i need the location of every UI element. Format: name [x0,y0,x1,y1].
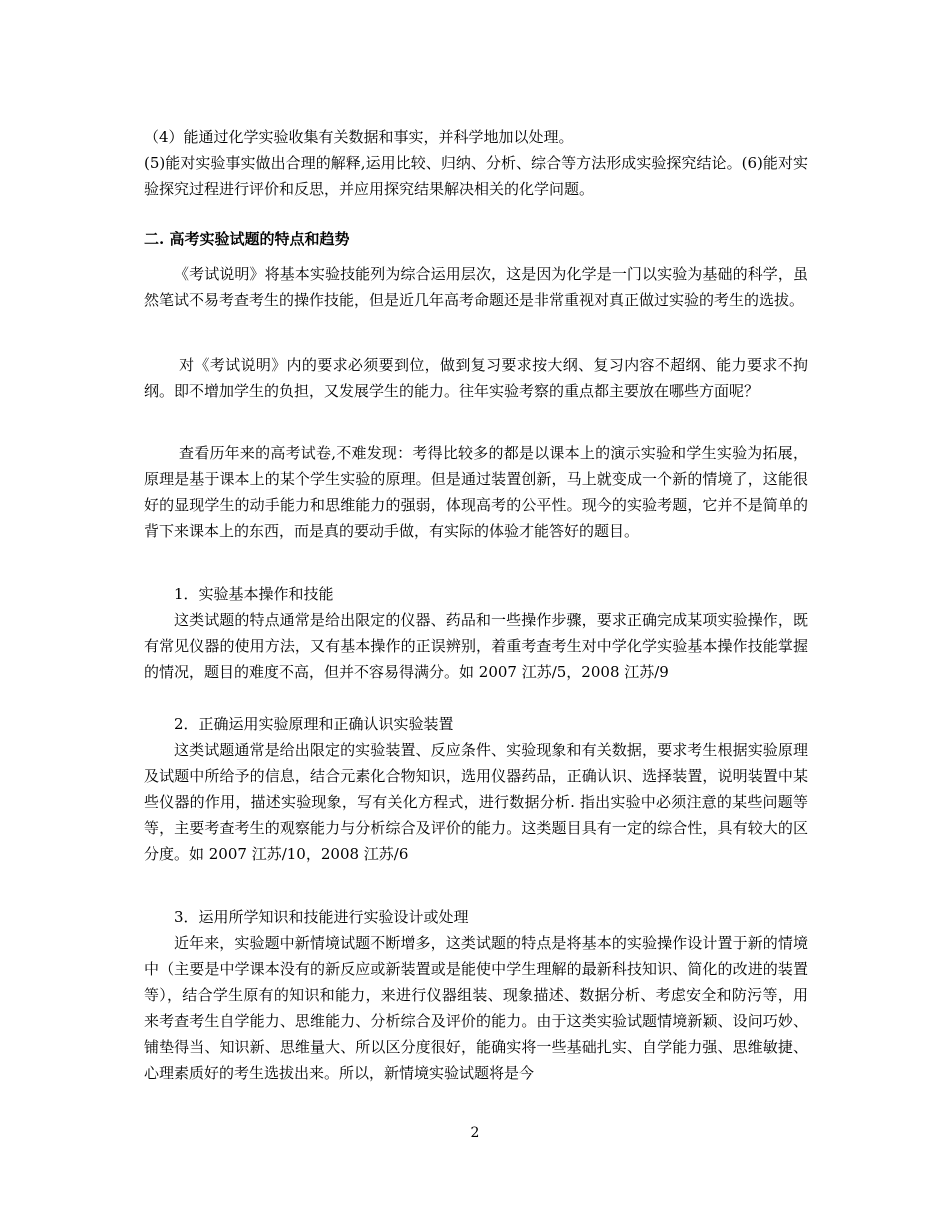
section-paragraph-1-block [144,261,808,313]
section-heading-block [144,226,808,252]
item-2-body: 这类试题通常是给出限定的实验装置、反应条件、实验现象和有关数据，要求考生根据实验原理及试题中所给予的信息，结合元素化合物知识，选用仪器药品，正确认识、选择装置，说明装置中某些仪器的作用，描述实验现象，写有关化方程式，进行数据分析. 指出实验中必须注意的某些问题等等，主要考查考生的观察能力与分析综合及评价的能力。这类题目具有一定的综合性，具有较大的区分度。如 2007 江苏/10，2008 江苏/6 [144,741,808,863]
item-3-title: 3．运用所学知识和技能进行实验设计或处理 [174,908,469,926]
item-2-title: 2．正确运用实验原理和正确认识实验装置 [174,715,454,733]
section-paragraph-3-block [144,440,808,544]
section-paragraph-2: 对《考试说明》内的要求必须要到位，做到复习要求按大纲、复习内容不超纲、能力要求不拘纲。即不增加学生的负担，又发展学生的能力。往年实验考察的重点都主要放在哪些方面呢？ [144,356,808,400]
section-heading: 二. 高考实验试题的特点和趋势 [144,230,350,248]
item-1-body: 这类试题的特点通常是给出限定的仪器、药品和一些操作步骤，要求正确完成某项实验操作，既有常见仪器的使用方法，又有基本操作的正误辨别，着重考查考生对中学化学实验基本操作技能掌握的情况，题目的难度不高，但并不容易得满分。如 2007 江苏/5，2008 江苏/9 [144,611,808,681]
intro-paragraph-4: （4）能通过化学实验收集有关数据和事实，并科学地加以处理。 [144,128,574,146]
section-paragraph-3: 查看历年来的高考试卷,不难发现：考得比较多的都是以课本上的演示实验和学生实验为拓展，原理是基于课本上的某个学生实验的原理。但是通过装置创新，马上就变成一个新的情境了，这能很好的显现学生的动手能力和思维能力的强弱，体现高考的公平性。现今的实验考题，它并不是简单的背下来课本上的东西，而是真的要动手做，有实际的体验才能答好的题目。 [144,444,808,540]
item-1-title: 1．实验基本操作和技能 [174,585,334,603]
item-3-body: 近年来，实验题中新情境试题不断增多，这类试题的特点是将基本的实验操作设计置于新的情境中（主要是中学课本没有的新反应或新装置或是能使中学生理解的最新科技知识、简化的改进的装置等），结合学生原有的知识和能力，来进行仪器组装、现象描述、数据分析、考虑安全和防污等，用来考查考生自学能力、思维能力、分析综合及评价的能力。由于这类实验试题情境新颖、设问巧妙、铺垫得当、知识新、思维量大、所以区分度很好，能确实将一些基础扎实、自学能力强、思维敏捷、心理素质好的考生选拔出来。所以，新情境实验试题将是今 [144,934,808,1082]
item-1-block [144,581,808,685]
item-3-block [144,904,808,1086]
intro-paragraph-5-6: (5)能对实验事实做出合理的解释,运用比较、归纳、分析、综合等方法形成实验探究结论。(6)能对实验探究过程进行评价和反思，并应用探究结果解决相关的化学问题。 [144,154,808,198]
intro-block [144,124,808,202]
section-paragraph-1: 《考试说明》将基本实验技能列为综合运用层次，这是因为化学是一门以实验为基础的科学，虽然笔试不易考查考生的操作技能，但是近几年高考命题还是非常重视对真正做过实验的考生的选拔。 [144,265,808,309]
item-2-block [144,711,808,867]
section-paragraph-2-block [144,352,808,404]
page-number: 2 [470,1125,480,1141]
